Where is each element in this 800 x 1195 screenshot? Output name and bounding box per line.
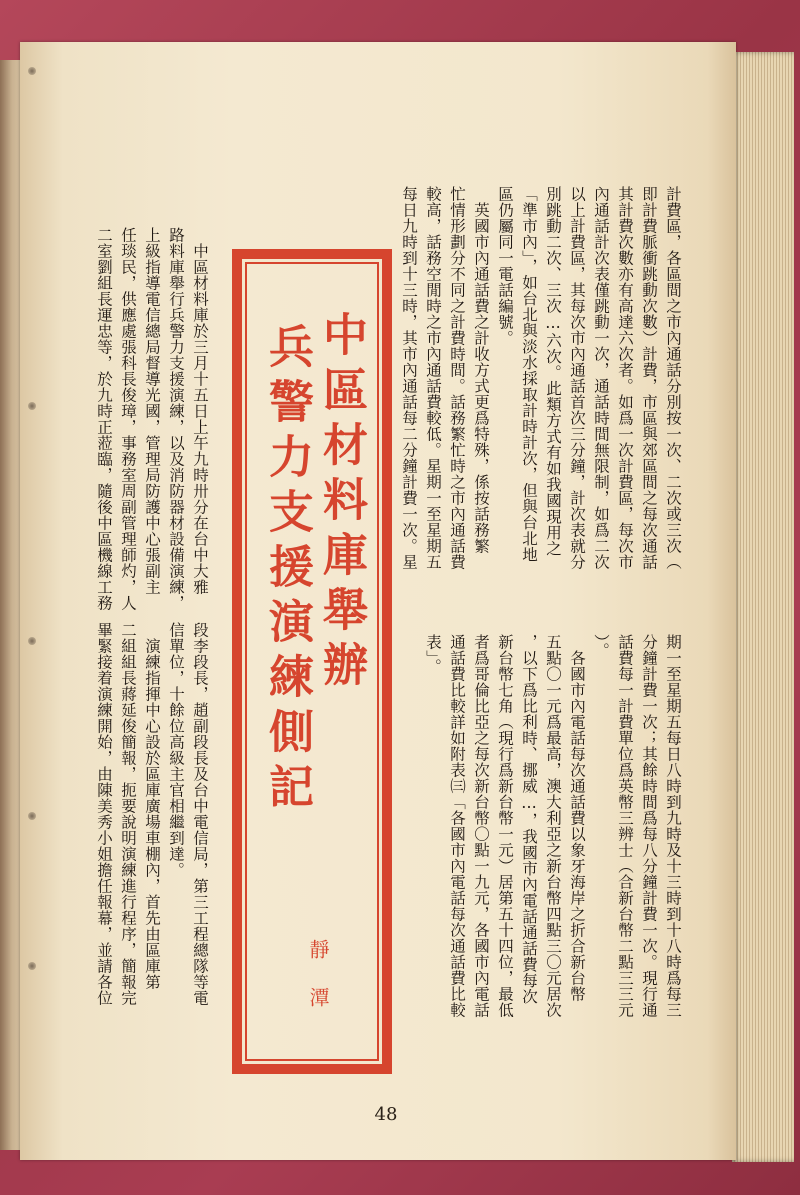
- text-column: 演練指揮中心設於區庫廣場車棚內，首先由區庫第: [143, 622, 161, 990]
- text-column: 較高，話務空閒時之市內通話費較低。星期一至星期五: [424, 186, 442, 570]
- text-column: 二室劉組長運忠等，於九時正蒞臨，隨後中區機線工務: [95, 227, 113, 611]
- text-column: 段李段長，趙副段長及台中電信局，第三工程總隊等電: [191, 622, 209, 1006]
- text-column: 二組組長蔣延俊簡報，扼要說明演練進行程序，簡報完: [119, 622, 137, 1006]
- binding-hole: [28, 637, 36, 645]
- text-column: 路料庫舉行兵警力支援演練，以及消防器材設備演練，: [167, 227, 185, 611]
- binding-hole: [28, 962, 36, 970]
- text-column: ）。: [592, 634, 610, 659]
- text-column: 各國市內電話每次通話費以象牙海岸之折合新台幣: [568, 634, 586, 1002]
- text-column: 以上計費區，其每次市內通話首次三分鐘，計次表就分: [568, 186, 586, 570]
- text-column: 計費區，各區間之市內通話分別按一次、二次或三次（: [664, 186, 682, 570]
- article-title-line-2: 兵警力支援演練側記: [261, 323, 314, 818]
- text-column: 其計費次數亦有高達六次者。如爲一次計費區，每次市: [616, 186, 634, 570]
- text-column: 英國市內通話費之計收方式更爲特殊，係按話務繁: [472, 186, 490, 554]
- text-column: 話費每一計費單位爲英幣三辨士（合新台幣二點三三元: [616, 634, 634, 1018]
- text-column: 「準市內」，如台北與淡水採取計時計次，但與台北地: [520, 186, 538, 563]
- right-upper-text: [393, 186, 683, 666]
- text-column: 即計費脈衝跳動次數）計費，市區與郊區間之每次通話: [640, 186, 658, 570]
- page-number: 48: [374, 1104, 398, 1125]
- text-column: 區仍屬同一電話編號。: [496, 186, 514, 346]
- text-column: 任琰民，供應處張科長俊璋，事務室周副管理師灼，人: [119, 227, 137, 611]
- binding-hole: [28, 812, 36, 820]
- right-lower-text: [413, 634, 683, 1104]
- text-column: 分鐘計費一次；其餘時間爲每八分鐘計費一次。現行通: [640, 634, 658, 1018]
- text-column: 畢緊接着演練開始，由陳美秀小姐擔任報幕，並請各位: [95, 622, 113, 1006]
- text-column: 信單位，十餘位高級主官相繼到達。: [167, 622, 185, 878]
- text-column: 五點〇一元爲最高，澳大利亞之新台幣四點三〇元居次: [544, 634, 562, 1018]
- text-column: 期一至星期五每日八時到九時及十三時到十八時爲每三: [664, 634, 682, 1018]
- text-column: 忙情形劃分不同之計費時間。話務繁忙時之市內通話費: [448, 186, 466, 570]
- text-column: 上級指導電信總局督導光國，管理局防護中心張副主: [143, 227, 161, 595]
- text-column: 表」。: [424, 634, 442, 675]
- text-column: 別跳動二次、三次…六次。此類方式有如我國現用之: [544, 186, 562, 557]
- article-title-line-1: 中區材料庫舉辦: [315, 311, 368, 696]
- text-column: ，以下爲比利時、挪威…，我國市內電話通話費每次: [520, 634, 538, 1005]
- text-column: 中區材料庫於三月十五日上午九時卅分在台中大雅: [191, 227, 209, 595]
- author-byline: 靜潭: [306, 939, 330, 1035]
- book-page: [20, 42, 736, 1160]
- left-lower-text: [68, 622, 210, 1082]
- binding-hole: [28, 402, 36, 410]
- text-column: 內通話計次表僅跳動一次，通話時間無限制，如爲二次: [592, 186, 610, 570]
- text-column: 新台幣七角（現行爲新台幣一元）居第五十四位，最低: [496, 634, 514, 1018]
- title-frame: [232, 249, 392, 1074]
- left-upper-text: [68, 227, 210, 667]
- text-column: 每日九時到十三時，其市內通話每二分鐘計費一次。星: [400, 186, 418, 570]
- text-column: 通話費比較詳如附表㈢「各國市內電話每次通話費比較: [448, 634, 466, 1018]
- binding-hole: [28, 67, 36, 75]
- text-column: 者爲哥倫比亞之每次新台幣〇點一九元，各國市內電話: [472, 634, 490, 1018]
- page-stack: [732, 52, 794, 1162]
